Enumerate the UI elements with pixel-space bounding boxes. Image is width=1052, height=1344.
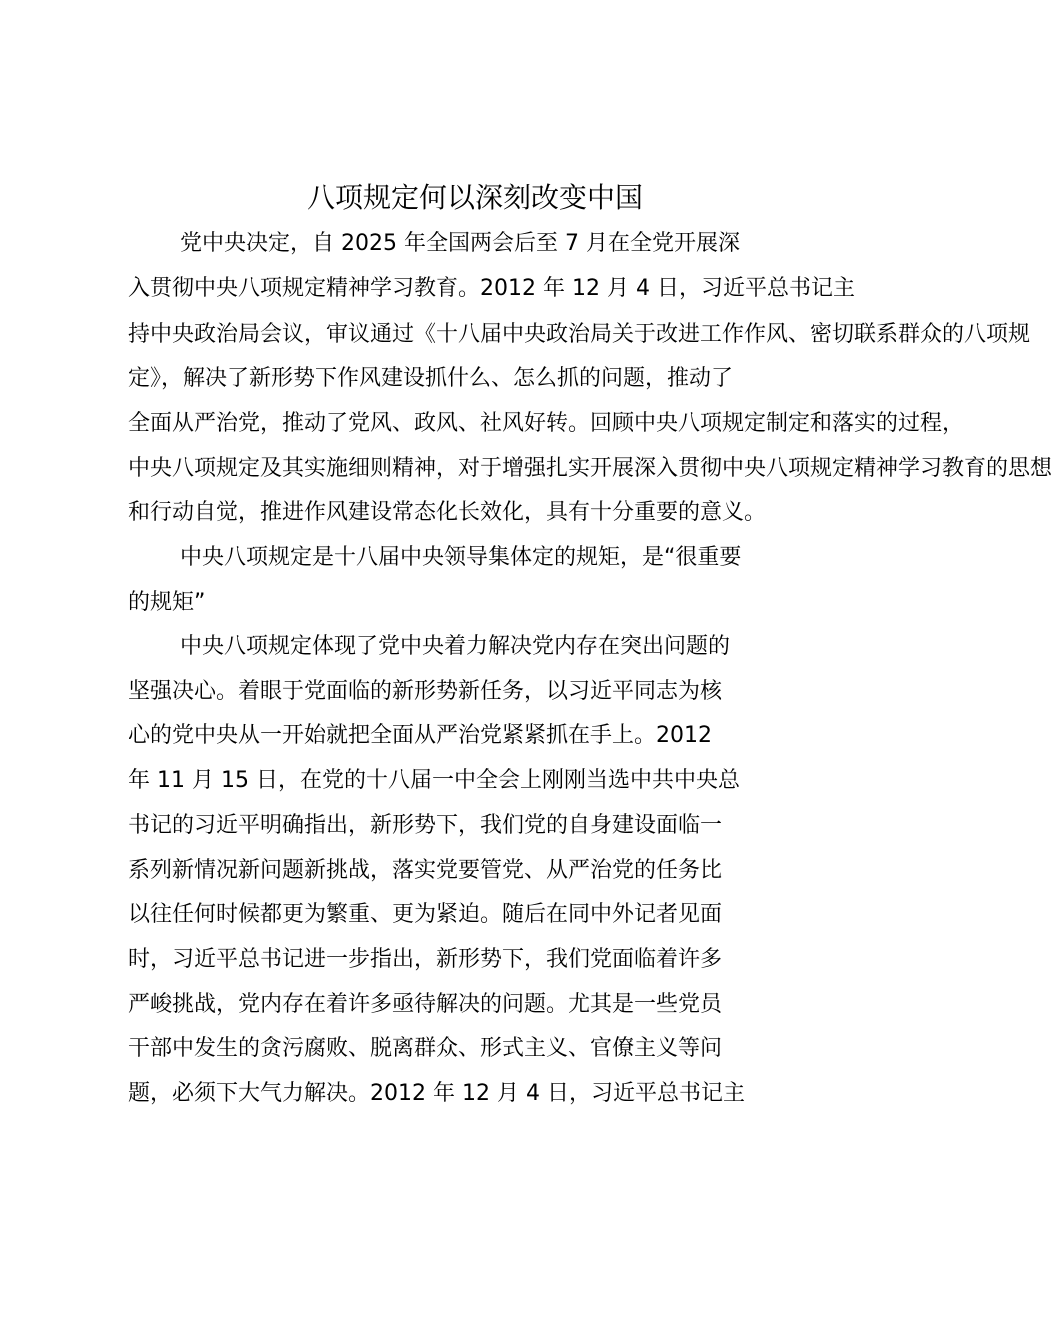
paragraph-line: 心的党中央从一开始就把全面从严治党紧紧抓在手上。2012 — [128, 723, 712, 748]
paragraph-line: 以往任何时候都更为繁重、更为紧迫。随后在同中外记者见面 — [128, 902, 723, 927]
paragraph-line: 中央八项规定及其实施细则精神，对于增强扎实开展深入贯彻中央八项规定精神学习教育的思想 — [128, 456, 1052, 481]
paragraph-line: 入贯彻中央八项规定精神学习教育。2012 年 12 月 4 日，习近平总书记主 — [128, 276, 855, 301]
paragraph-line: 和行动自觉，推进作风建设常态化长效化，具有十分重要的意义。 — [128, 500, 767, 525]
paragraph-line: 严峻挑战，党内存在着许多亟待解决的问题。尤其是一些党员 — [128, 992, 723, 1017]
paragraph-line: 全面从严治党，推动了党风、政风、社风好转。回顾中央八项规定制定和落实的过程， — [128, 411, 965, 436]
paragraph-line: 定》，解决了新形势下作风建设抓什么、怎么抓的问题，推动了 — [128, 366, 734, 391]
paragraph-line: 年 11 月 15 日，在党的十八届一中全会上刚刚当选中共中央总 — [128, 768, 740, 793]
paragraph-line: 干部中发生的贪污腐败、脱离群众、形式主义、官僚主义等问 — [128, 1036, 723, 1061]
paragraph-line: 题，必须下大气力解决。2012 年 12 月 4 日，习近平总书记主 — [128, 1081, 745, 1106]
paragraph-line: 的规矩” — [128, 590, 206, 615]
paragraph-line: 持中央政治局会议，审议通过《十八届中央政治局关于改进工作作风、密切联系群众的八项规 — [128, 322, 1031, 347]
paragraph-line: 时，习近平总书记进一步指出，新形势下，我们党面临着许多 — [128, 947, 723, 972]
paragraph-line: 系列新情况新问题新挑战，落实党要管党、从严治党的任务比 — [128, 858, 723, 883]
document-title: 八项规定何以深刻改变中国 — [306, 181, 643, 214]
paragraph-line: 党中央决定，自 2025 年全国两会后至 7 月在全党开展深 — [180, 231, 740, 256]
paragraph-line: 坚强决心。着眼于党面临的新形势新任务，以习近平同志为核 — [128, 679, 723, 704]
paragraph-line: 书记的习近平明确指出，新形势下，我们党的自身建设面临一 — [128, 813, 723, 838]
paragraph-line: 中央八项规定体现了党中央着力解决党内存在突出问题的 — [180, 634, 731, 659]
paragraph-line: 中央八项规定是十八届中央领导集体定的规矩，是“很重要 — [180, 545, 742, 570]
